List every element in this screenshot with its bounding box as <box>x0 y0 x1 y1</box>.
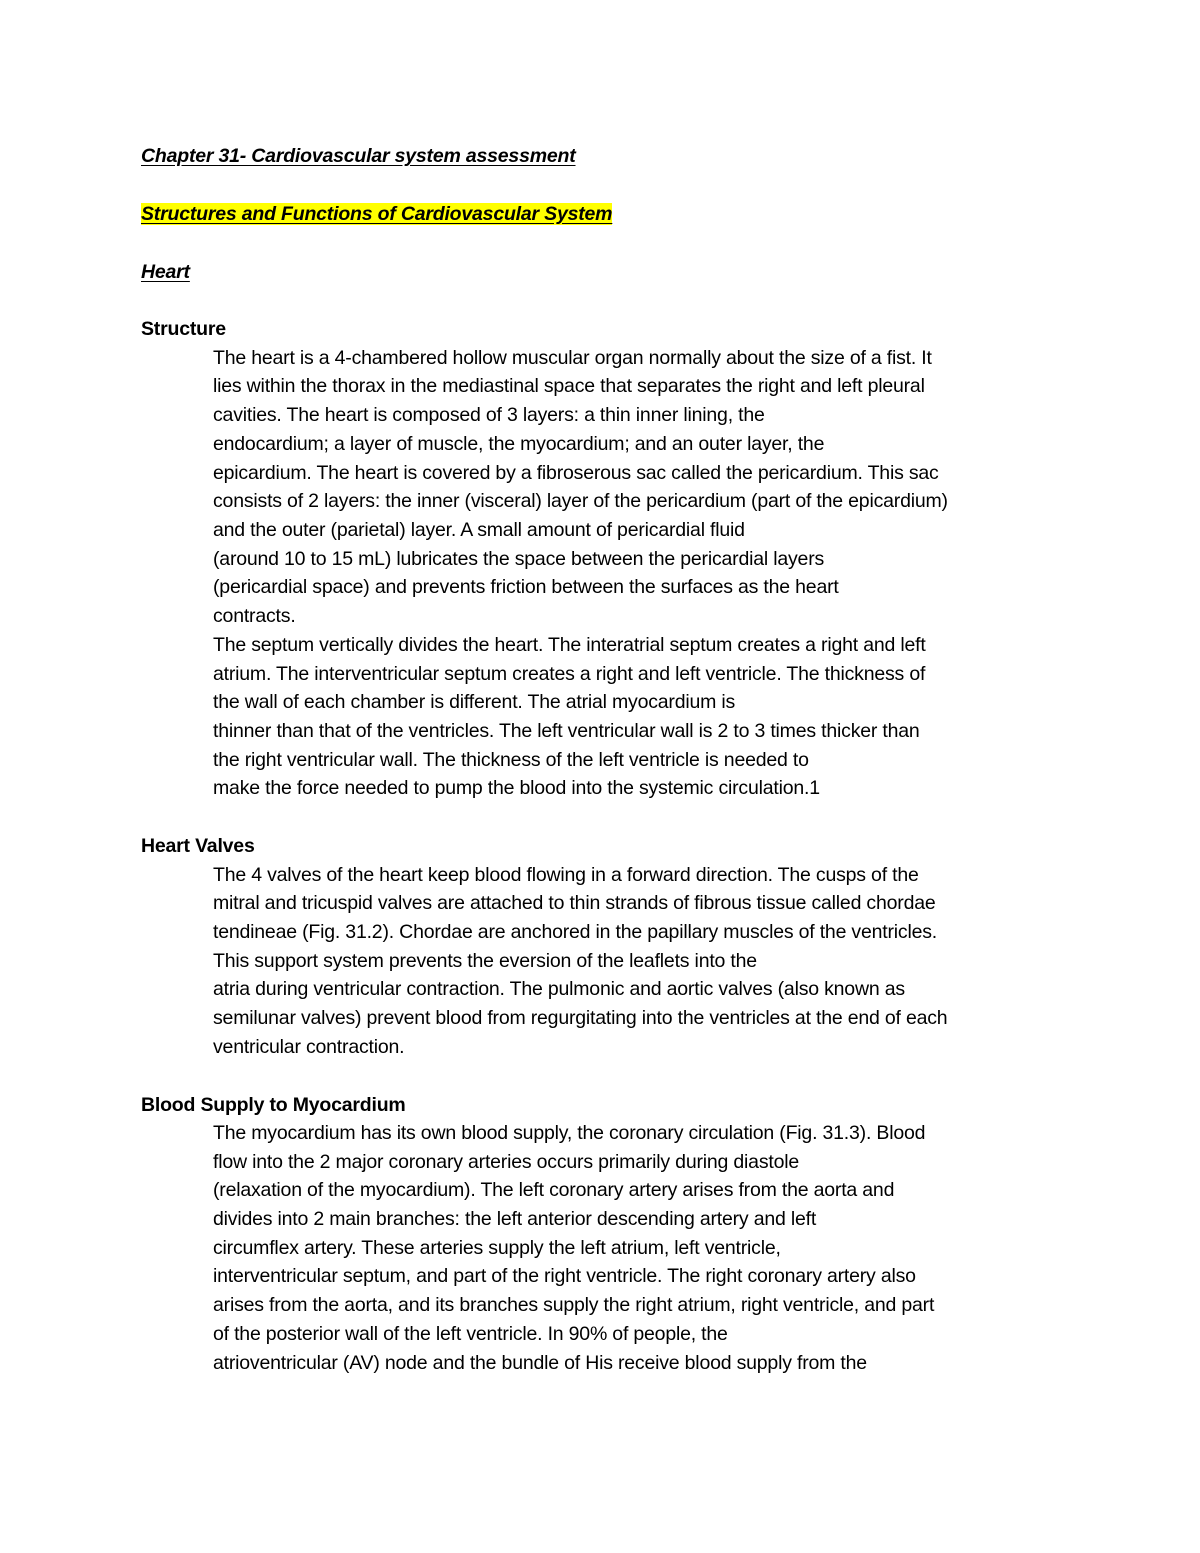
paragraph-line: mitral and tricuspid valves are attached to thin strands of fibrous tissue called chordae <box>213 892 936 914</box>
paragraph-line: and the outer (parietal) layer. A small amount of pericardial fluid <box>213 519 745 541</box>
paragraph-line: (around 10 to 15 mL) lubricates the space between the pericardial layers <box>213 548 825 570</box>
paragraph-line: atrium. The interventricular septum creates a right and left ventricle. The thickness of <box>213 663 926 685</box>
structure-heading: Structure <box>141 318 226 340</box>
section-title-highlight: Structures and Functions of Cardiovascular System <box>141 203 613 225</box>
paragraph-line: contracts. <box>213 605 296 627</box>
paragraph-line: The septum vertically divides the heart. The interatrial septum creates a right and left <box>213 634 926 656</box>
paragraph-line: epicardium. The heart is covered by a fibroserous sac called the pericardium. This sac <box>213 462 939 484</box>
paragraph-line: the right ventricular wall. The thickness of the left ventricle is needed to <box>213 749 809 771</box>
paragraph-line: cavities. The heart is composed of 3 layers: a thin inner lining, the <box>213 404 765 426</box>
paragraph-line: consists of 2 layers: the inner (visceral) layer of the pericardium (part of the epicardium) <box>213 490 948 512</box>
paragraph-line: circumflex artery. These arteries supply the left atrium, left ventricle, <box>213 1237 781 1259</box>
paragraph-line: The heart is a 4-chambered hollow muscular organ normally about the size of a fist. It <box>213 347 932 369</box>
paragraph-line: interventricular septum, and part of the right ventricle. The right coronary artery also <box>213 1265 916 1287</box>
section-title <box>141 200 612 228</box>
paragraph-line: (pericardial space) and prevents friction between the surfaces as the heart <box>213 576 839 598</box>
chapter-title: Chapter 31- Cardiovascular system assessment <box>141 145 576 167</box>
paragraph-line: of the posterior wall of the left ventricle. In 90% of people, the <box>213 1323 728 1345</box>
subsection-title: Heart <box>141 261 190 283</box>
blood-supply-heading: Blood Supply to Myocardium <box>141 1094 406 1116</box>
paragraph-line: The myocardium has its own blood supply, the coronary circulation (Fig. 31.3). Blood <box>213 1122 926 1144</box>
paragraph-line: endocardium; a layer of muscle, the myocardium; and an outer layer, the <box>213 433 825 455</box>
paragraph-line: arises from the aorta, and its branches supply the right atrium, right ventricle, and part <box>213 1294 935 1316</box>
paragraph-line: make the force needed to pump the blood into the systemic circulation.1 <box>213 777 820 799</box>
heart-valves-heading: Heart Valves <box>141 835 255 857</box>
paragraph-line: ventricular contraction. <box>213 1036 405 1058</box>
paragraph-line: tendineae (Fig. 31.2). Chordae are anchored in the papillary muscles of the ventricles. <box>213 921 938 943</box>
paragraph-line: atrioventricular (AV) node and the bundle of His receive blood supply from the <box>213 1352 867 1374</box>
paragraph-line: lies within the thorax in the mediastinal space that separates the right and left pleural <box>213 375 925 397</box>
paragraph-line: thinner than that of the ventricles. The left ventricular wall is 2 to 3 times thicker than <box>213 720 920 742</box>
paragraph-line: semilunar valves) prevent blood from regurgitating into the ventricles at the end of each <box>213 1007 948 1029</box>
paragraph-line: (relaxation of the myocardium). The left coronary artery arises from the aorta and <box>213 1179 895 1201</box>
paragraph-line: The 4 valves of the heart keep blood flowing in a forward direction. The cusps of the <box>213 864 919 886</box>
paragraph-line: atria during ventricular contraction. The pulmonic and aortic valves (also known as <box>213 978 905 1000</box>
paragraph-line: divides into 2 main branches: the left anterior descending artery and left <box>213 1208 817 1230</box>
paragraph-line: flow into the 2 major coronary arteries occurs primarily during diastole <box>213 1151 800 1173</box>
paragraph-line: This support system prevents the eversion of the leaflets into the <box>213 950 757 972</box>
paragraph-line: the wall of each chamber is different. The atrial myocardium is <box>213 691 736 713</box>
